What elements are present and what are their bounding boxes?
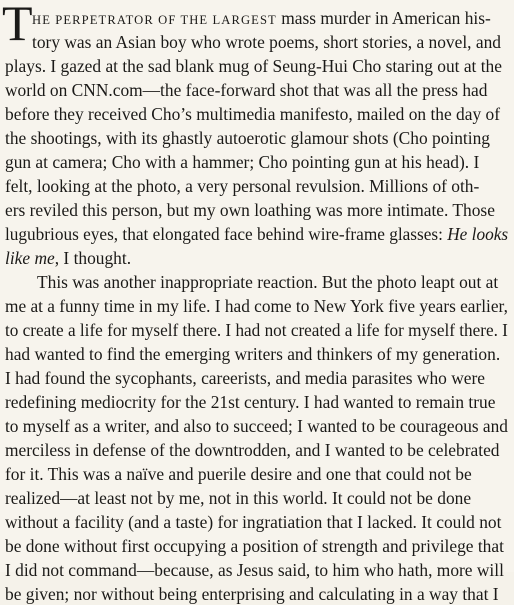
line-text: before they received Cho’s multimedia manifesto, mailed on the day of [5,104,500,124]
line-text: plays. I gazed at the sad blank mug of Seung-Hui Cho staring out at the [5,56,502,76]
line-text: to create a life for myself there. I had not created a life for myself there. I [5,320,508,340]
line-text: had wanted to find the emerging writers and thinkers of my generation. [5,344,501,364]
line-text: redefining mediocrity for the 21st century. I had wanted to remain true [5,392,496,412]
text-line [5,175,508,197]
text-line [5,199,508,221]
line-text: merciless in defense of the downtrodden, and I wanted to be celebrated [5,440,500,460]
line-text: be given; nor without being enterprising and calculating in a way that I [5,584,499,604]
line-text: felt, looking at the photo, a very personal revulsion. Millions of oth- [5,176,480,196]
text-line [5,415,508,437]
line-text: be done without first occupying a position of strength and privilege that [5,536,504,556]
text-line [5,55,508,77]
line-text: This was another inappropriate reaction. But the photo leapt out at [37,272,499,292]
text-line [5,319,508,341]
line-italic-text: He looks [447,224,509,244]
text-line [5,463,508,485]
text-line [5,583,508,605]
line-text: mass murder in American his- [276,8,491,28]
text-line [5,367,508,389]
line-text: the shootings, with its ghastly autoerotic glamour shots (Cho pointing [5,128,490,148]
text-line [32,7,508,29]
text-line [5,127,508,149]
line-text: tory was an Asian boy who wrote poems, short stories, a novel, and [32,32,501,52]
line-text: realized—at least not by me, not in this world. It could not be done [5,488,472,508]
text-line [5,535,508,557]
line-text: I did not command—because, as Jesus said, to him who hath, more will [5,560,504,580]
line-text: to myself as a writer, and also to succeed; I wanted to be courageous and [5,416,508,436]
line-text: gun at camera; Cho with a hammer; Cho pointing gun at his head). I [5,152,480,172]
line-text: world on CNN.com—the face-forward shot that was all the press had [5,80,488,100]
text-line-indented [37,271,508,293]
text-line [5,79,508,101]
text-line [5,511,508,533]
text-line [5,391,508,413]
text-line [5,295,508,317]
line-italic-text: like me [5,248,55,268]
line-text: ers reviled this person, but my own loathing was more intimate. Those [5,200,495,220]
line-text: lugubrious eyes, that elongated face behind wire-frame glasses: [5,224,448,244]
text-line [5,247,508,269]
line-text: I had found the sycophants, careerists, and media parasites who were [5,368,486,388]
drop-cap: T [2,0,33,51]
line-text: without a facility (and a taste) for ingratiation that I lacked. It could not [5,512,502,532]
text-line [5,223,508,245]
text-line [5,151,508,173]
line-text: me at a funny time in my life. I had come to New York five years earlier, [5,296,508,316]
text-line [5,559,508,581]
text-line [5,439,508,461]
text-line [5,343,508,365]
text-line [32,31,508,53]
line-text: for it. This was a naïve and puerile desire and one that could not be [5,464,472,484]
text-line [5,103,508,125]
opening-small-caps: HE PERPETRATOR OF THE LARGEST [32,13,277,27]
line-text: , I thought. [54,248,132,268]
text-line [5,487,508,509]
